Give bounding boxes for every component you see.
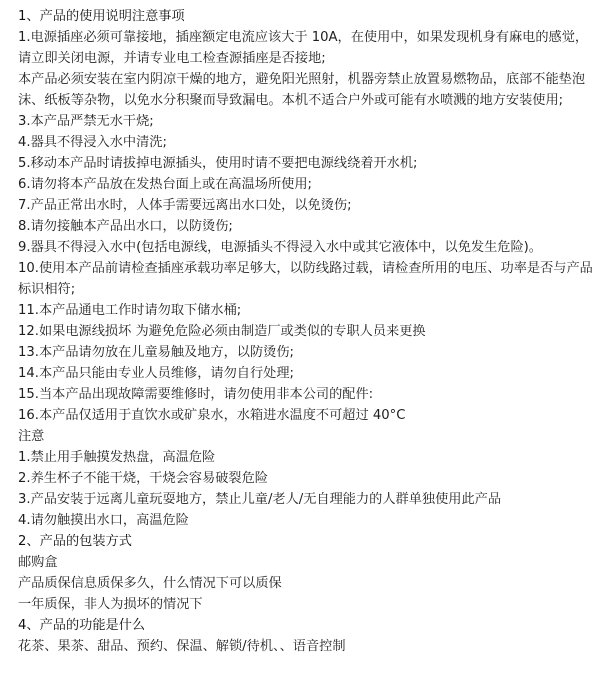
- instruction-official-parts: 15.当本产品出现故障需要维修时，请勿使用非本公司的配件:: [18, 387, 374, 402]
- instruction-check-power-socket: 10.使用本产品前请检查插座承载功率足够大，以防线路过载，请检查所用的电压、功率是否与产品标识相符;: [18, 261, 593, 297]
- instruction-no-liquid-immersion: 9.器具不得浸入水中(包括电源线，电源插头不得浸入水中或其它液体中，以免发生危险)。: [18, 240, 542, 255]
- packaging-type: 邮购盒: [18, 555, 58, 570]
- instruction-child-safety: 13.本产品请勿放在儿童易触及地方，以防烫伤;: [18, 345, 294, 360]
- instruction-water-temperature: 16.本产品仅适用于直饮水或矿泉水，水箱进水温度不可超过 40°C: [18, 408, 406, 423]
- section-heading-usage-notes: 1、产品的使用说明注意事项: [18, 9, 185, 24]
- caution-hot-plate: 1.禁止用手触摸发热盘，高温危险: [18, 450, 216, 465]
- section-heading-functions: 4、产品的功能是什么: [18, 618, 146, 633]
- warranty-answer: 一年质保，非人为损坏的情况下: [18, 597, 203, 612]
- instruction-damaged-cord: 12.如果电源线损坏 为避免危险必须由制造厂或类似的专职人员来更换: [18, 324, 426, 339]
- instruction-unplug-when-moving: 5.移动本产品时请拔掉电源插头，使用时请不要把电源线绕着开水机;: [18, 156, 418, 171]
- instruction-no-dry-burn: 3.本产品严禁无水干烧;: [18, 114, 154, 129]
- instruction-installation-location: 本产品必须安装在室内阴凉干燥的地方，避免阳光照射，机器旁禁止放置易燃物品，底部不能垫泡沫、纸板等杂物，以免水分积聚而导致漏电。本机不适合户外或可能有水喷溅的地方安装使用;: [18, 72, 586, 108]
- caution-hot-outlet: 4.请勿触摸出水口，高温危险: [18, 513, 189, 528]
- caution-install-away-from-children: 3.产品安装于远离儿童玩耍地方，禁止儿童/老人/无自理能力的人群单独使用此产品: [18, 492, 502, 507]
- instruction-grounding: 1.电源插座必须可靠接地，插座额定电流应该大于 10A，在使用中，如果发现机身有麻电的感觉，请立即关闭电源，并请专业电工检查源插座是否接地;: [18, 30, 589, 66]
- instruction-keep-hands-away: 7.产品正常出水时，人体手需要远离出水口处，以免烫伤;: [18, 198, 352, 213]
- instruction-professional-repair: 14.本产品只能由专业人员维修，请勿自行处理;: [18, 366, 294, 381]
- section-heading-packaging: 2、产品的包装方式: [18, 534, 132, 549]
- caution-cup-dry-burn: 2.养生杯子不能干烧，干烧会容易破裂危险: [18, 471, 268, 486]
- section-heading-caution: 注意: [18, 429, 45, 444]
- warranty-question: 产品质保信息质保多久，什么情况下可以质保: [18, 576, 282, 591]
- product-functions-list: 花茶、果茶、甜品、预约、保温、解锁/待机、、语音控制: [18, 639, 346, 654]
- instruction-dont-touch-outlet: 8.请勿接触本产品出水口，以防烫伤;: [18, 219, 233, 234]
- instruction-no-immersion-cleaning: 4.器具不得浸入水中清洗;: [18, 135, 167, 150]
- instruction-keep-water-tank: 11.本产品通电工作时请勿取下储水桶;: [18, 303, 242, 318]
- instruction-no-hot-surface: 6.请勿将本产品放在发热台面上或在高温场所使用;: [18, 177, 312, 192]
